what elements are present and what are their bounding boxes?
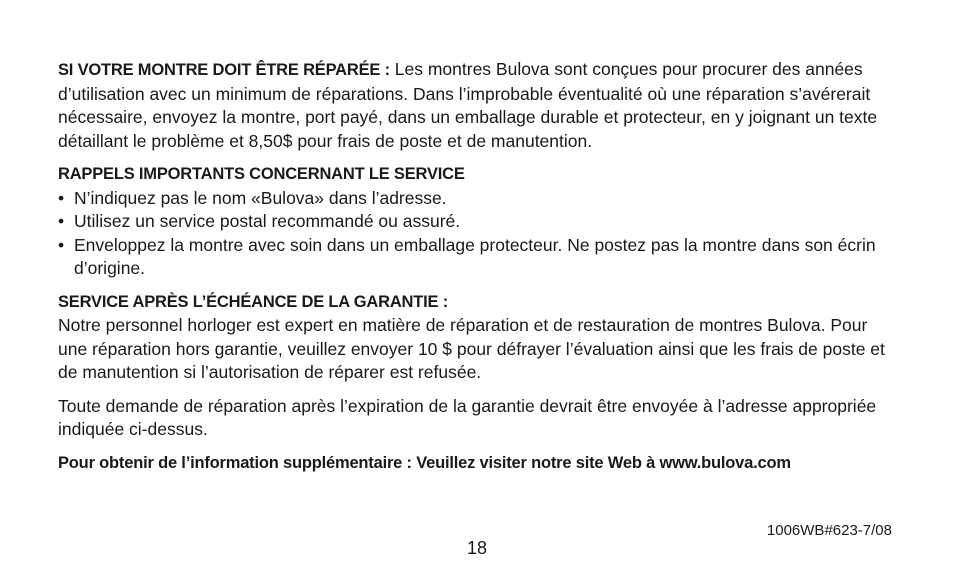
reminders-section	[58, 163, 888, 281]
bullet-icon: •	[58, 187, 65, 208]
bullet-icon: •	[58, 211, 65, 231]
list-item	[58, 210, 888, 234]
reminders-list	[58, 187, 888, 281]
bullet-icon: •	[58, 234, 65, 255]
list-item	[58, 187, 888, 211]
after-warranty-paragraph-1: Notre personnel horloger est expert en matière de réparation et de restauration de montres Bulova. Pour une réparation hors garantie, veuillez envoyer 10 $ pour défrayer l’évaluation ainsi que les frais de poste et de manutention si l’autorisation de réparer est refusée.	[58, 315, 885, 382]
reminders-heading: RAPPELS IMPORTANTS CONCERNANT LE SERVICE	[58, 165, 465, 183]
repair-paragraph	[58, 58, 888, 153]
more-info-text: Pour obtenir de l’information supplémentaire : Veuillez visiter notre site Web à www.bulova.com	[58, 453, 791, 472]
after-warranty-paragraph-2: Toute demande de réparation après l’expiration de la garantie devrait être envoyée à l’adresse appropriée indiquée ci-dessus.	[58, 395, 877, 439]
list-item-text: N’indiquez pas le nom «Bulova» dans l’adresse.	[74, 187, 447, 208]
list-item	[58, 234, 888, 281]
list-item-text: Utilisez un service postal recommandé ou assuré.	[74, 211, 461, 231]
page-number: 18	[466, 538, 488, 558]
after-warranty-heading: SERVICE APRÈS L’ÉCHÉANCE DE LA GARANTIE :	[58, 292, 448, 311]
document-body	[58, 58, 888, 475]
after-warranty-section	[58, 291, 888, 442]
list-item-text: Enveloppez la montre avec soin dans un emballage protecteur. Ne postez pas la montre dans son écrin d’origine.	[74, 234, 876, 278]
repair-heading: SI VOTRE MONTRE DOIT ÊTRE RÉPARÉE :	[58, 61, 390, 79]
repair-text: Les montres Bulova sont conçues pour procurer des années d’utilisation avec un minimum de réparations. Dans l’improbable éventualité où une réparation s’avérerait nécessaire, envoyez la montre, port payé, dans un emballage durable et protecteur, en y joignant un texte détaillant le problème et 8,50$ pour frais de poste et de manutention.	[58, 59, 878, 151]
document-code: 1006WB#623-7/08	[766, 522, 892, 539]
